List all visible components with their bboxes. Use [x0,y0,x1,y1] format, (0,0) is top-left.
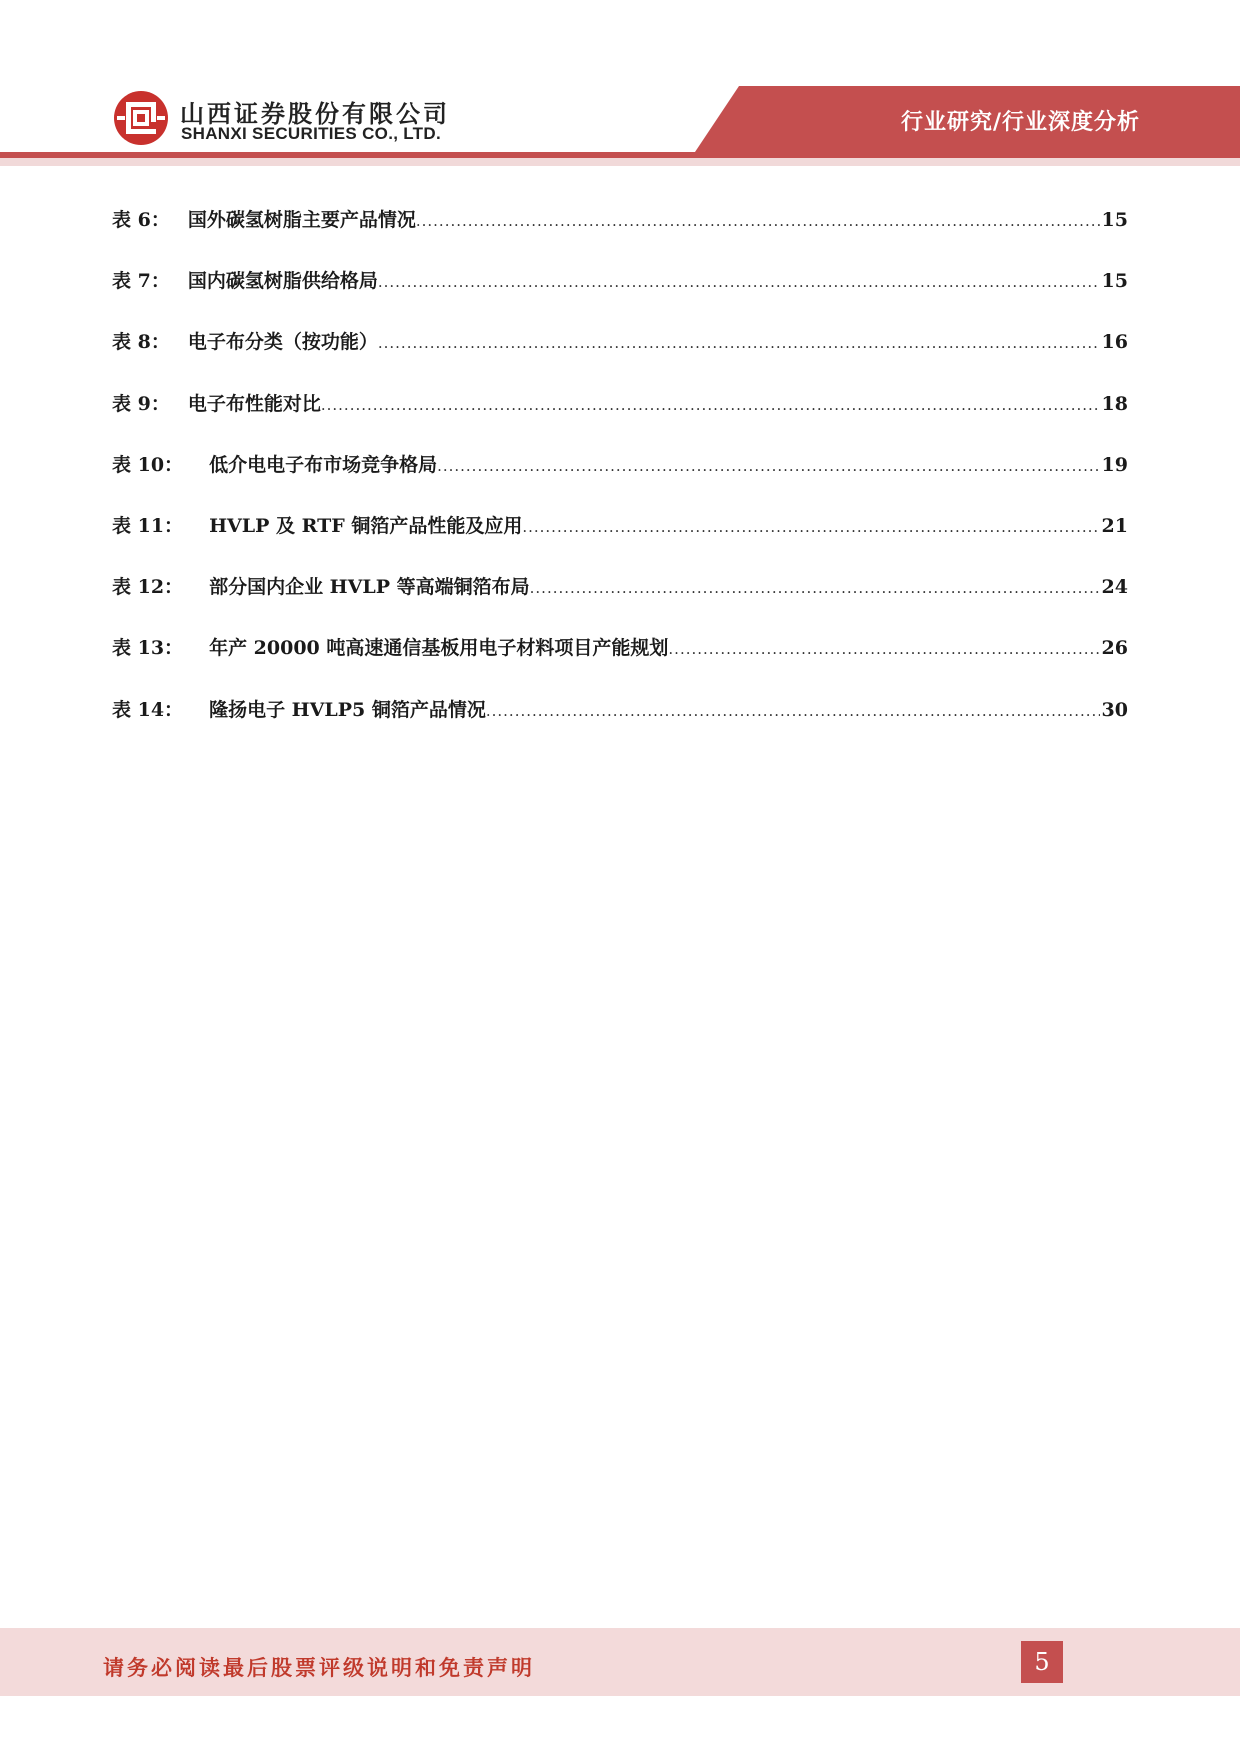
page-header [0,0,1240,170]
toc-entry-title: 电子布性能对比 [187,392,321,415]
toc-entry[interactable] [112,695,1128,756]
toc-entry-page: 15 [1101,209,1128,231]
page-number: 5 [1021,1641,1063,1683]
toc-entry-title: HVLP 及 RTF 铜箔产品性能及应用 [209,514,523,537]
toc-leader-dots [437,457,1099,475]
toc-entry-label: 表 14： [112,698,184,721]
toc-leader-dots [668,640,1099,658]
toc-entry-title: 国内碳氢树脂供给格局 [187,270,378,293]
toc-entry-page: 19 [1101,453,1128,476]
header-divider-light [0,158,1240,166]
toc-leader-dots [378,334,1100,352]
toc-entry[interactable] [112,389,1128,450]
toc-entry-label: 表 8： [112,331,170,354]
toc-entry[interactable] [112,511,1128,572]
company-name-en: SHANXI SECURITIES CO., LTD. [181,124,441,143]
toc-entry[interactable] [112,572,1128,633]
toc-entry-title: 部分国内企业 HVLP 等高端铜箔布局 [209,576,530,599]
toc-entry[interactable] [112,633,1128,694]
table-of-contents [112,205,1128,756]
toc-entry-label: 表 11： [112,514,184,537]
toc-leader-dots [321,396,1100,414]
report-type-label: 行业研究/行业深度分析 [900,110,1140,135]
toc-entry-page: 30 [1101,698,1128,721]
toc-entry-page: 24 [1101,576,1128,599]
shanxi-securities-logo-icon [113,90,169,146]
toc-entry-label: 表 10： [112,453,184,476]
toc-entry-title: 隆扬电子 HVLP5 铜箔产品情况 [209,698,486,721]
toc-entry-page: 15 [1101,270,1128,293]
toc-entry-label: 表 6： [112,209,170,231]
toc-entry-page: 16 [1101,331,1128,354]
toc-leader-dots [530,579,1100,597]
toc-leader-dots [486,702,1100,720]
toc-entry-title: 电子布分类（按功能） [187,331,378,354]
toc-entry-title: 国外碳氢树脂主要产品情况 [187,209,416,231]
toc-entry-label: 表 12： [112,576,184,599]
toc-entry-title: 低介电电子布市场竞争格局 [209,453,438,476]
toc-entry[interactable] [112,205,1128,266]
toc-entry[interactable] [112,266,1128,327]
toc-leader-dots [378,273,1100,291]
company-name-cn: 山西证券股份有限公司 [180,100,450,128]
toc-entry-title: 年产 20000 吨高速通信基板用电子材料项目产能规划 [209,637,669,660]
toc-entry[interactable] [112,450,1128,511]
toc-entry-label: 表 7： [112,270,170,293]
toc-entry-page: 26 [1101,637,1128,660]
disclaimer-notice: 请务必阅读最后股票评级说明和免责声明 [103,1656,535,1680]
toc-entry-page: 21 [1101,514,1128,537]
toc-entry-label: 表 13： [112,637,184,660]
toc-entry[interactable] [112,327,1128,388]
toc-leader-dots [416,212,1100,230]
toc-entry-label: 表 9： [112,392,170,415]
toc-entry-page: 18 [1101,392,1128,415]
toc-leader-dots [522,518,1099,536]
